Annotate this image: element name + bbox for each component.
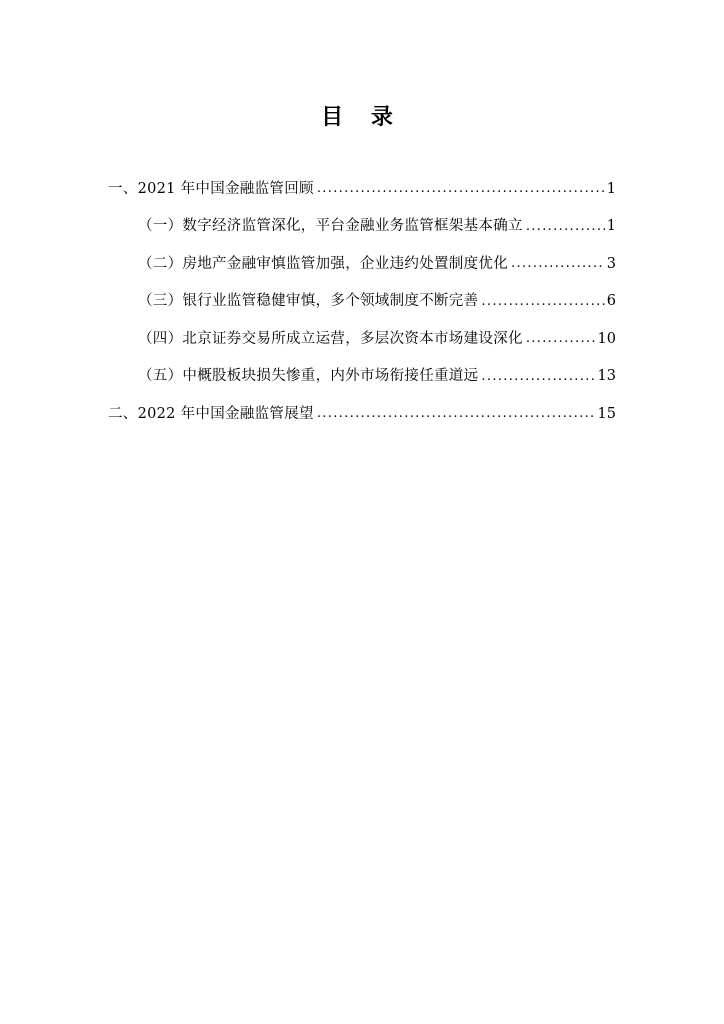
toc-leader-dots	[526, 333, 596, 348]
toc-entry[interactable]	[108, 290, 616, 312]
toc-entry[interactable]	[108, 403, 616, 425]
toc-page-number: 13	[597, 368, 616, 385]
toc-entry[interactable]	[108, 253, 616, 275]
toc-leader-dots	[481, 370, 595, 385]
toc-entry[interactable]	[108, 365, 616, 387]
toc-entry-label: 一、2021 年中国金融监管回顾	[108, 181, 314, 197]
toc-entry-label: （三）银行业监管稳健审慎，多个领域制度不断完善	[138, 293, 479, 310]
toc-leader-dots	[481, 295, 604, 310]
table-of-contents	[108, 178, 616, 440]
toc-leader-dots	[526, 220, 605, 235]
toc-entry[interactable]	[108, 215, 616, 237]
toc-entry-label: 二、2022 年中国金融监管展望	[108, 405, 314, 422]
toc-leader-dots	[317, 408, 596, 423]
page-title: 目 录	[321, 104, 403, 130]
toc-page-number: 3	[606, 255, 616, 272]
toc-entry-label: （一）数字经济监管深化，平台金融业务监管框架基本确立	[138, 218, 523, 235]
toc-leader-dots	[317, 183, 605, 198]
toc-page-number: 15	[597, 405, 616, 422]
toc-entry-label: （五）中概股板块损失惨重，内外市场衔接任重道远	[138, 368, 479, 385]
toc-leader-dots	[511, 258, 605, 273]
toc-entry[interactable]	[108, 178, 616, 200]
toc-page-number: 1	[606, 218, 616, 235]
toc-entry[interactable]	[108, 328, 616, 350]
toc-page-number: 10	[597, 330, 616, 347]
toc-entry-label: （二）房地产金融审慎监管加强，企业违约处置制度优化	[138, 255, 508, 272]
toc-entry-label: （四）北京证券交易所成立运营，多层次资本市场建设深化	[138, 330, 523, 347]
toc-page-number: 6	[606, 293, 616, 310]
toc-page-number: 1	[606, 181, 616, 197]
